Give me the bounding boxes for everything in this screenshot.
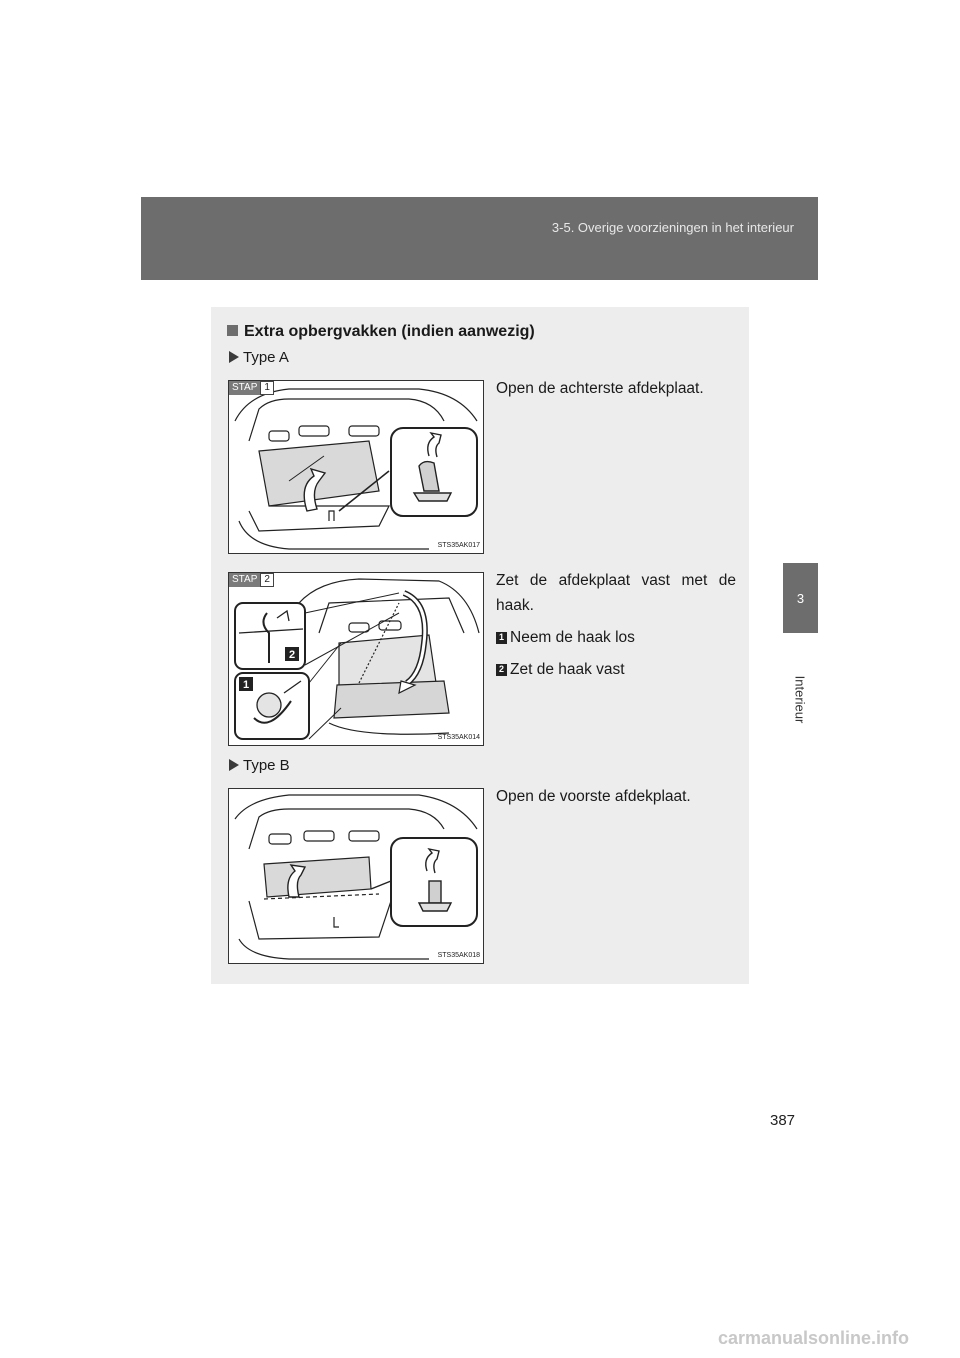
callout-number-1: 1 — [496, 632, 507, 644]
trunk-illustration-front-cover — [229, 789, 483, 963]
step-badge: STAP 2 — [229, 573, 274, 587]
page-number: 387 — [770, 1112, 796, 1129]
triangle-bullet-icon — [229, 759, 239, 771]
callout-number-2: 2 — [496, 664, 507, 676]
bullet-square-icon — [227, 325, 238, 336]
header-band — [141, 197, 818, 280]
image-code: STS35AK017 — [437, 542, 480, 549]
watermark[interactable]: carmanualsonline.info — [718, 1328, 910, 1348]
step-badge: STAP 1 — [229, 381, 274, 395]
trunk-illustration-rear-cover — [229, 381, 483, 553]
triangle-bullet-icon — [229, 351, 239, 363]
figure-step-2 — [228, 572, 484, 746]
type-b-text: Open de voorste afdekplaat. — [496, 788, 691, 805]
section-heading: Extra opbergvakken (indien aanwezig) — [227, 323, 535, 341]
type-b-label: Type B — [229, 757, 290, 774]
content-panel — [211, 307, 749, 984]
svg-text:2: 2 — [288, 649, 296, 661]
chapter-title: 3-5. Overige voorzieningen in het interieur — [551, 220, 794, 235]
chapter-tab[interactable]: 3 — [783, 563, 818, 633]
chapter-label: Interieur — [792, 675, 808, 723]
callout-label-1: Neem de haak los — [510, 629, 635, 646]
step-1-text: Open de achterste afdekplaat. — [496, 380, 704, 397]
callout-2 — [496, 657, 736, 682]
trunk-illustration-hook — [229, 573, 483, 745]
figure-step-1 — [228, 380, 484, 554]
svg-text:1: 1 — [242, 679, 250, 691]
callout-1 — [496, 625, 736, 650]
figure-type-b — [228, 788, 484, 964]
step-2-instruction: Zet de afdekplaat vast met de haak. — [496, 572, 736, 614]
callout-label-2: Zet de haak vast — [510, 661, 625, 678]
type-a-label: Type A — [229, 349, 289, 366]
image-code: STS35AK018 — [437, 952, 480, 959]
image-code: STS35AK014 — [437, 734, 480, 741]
step-2-text — [496, 568, 736, 682]
